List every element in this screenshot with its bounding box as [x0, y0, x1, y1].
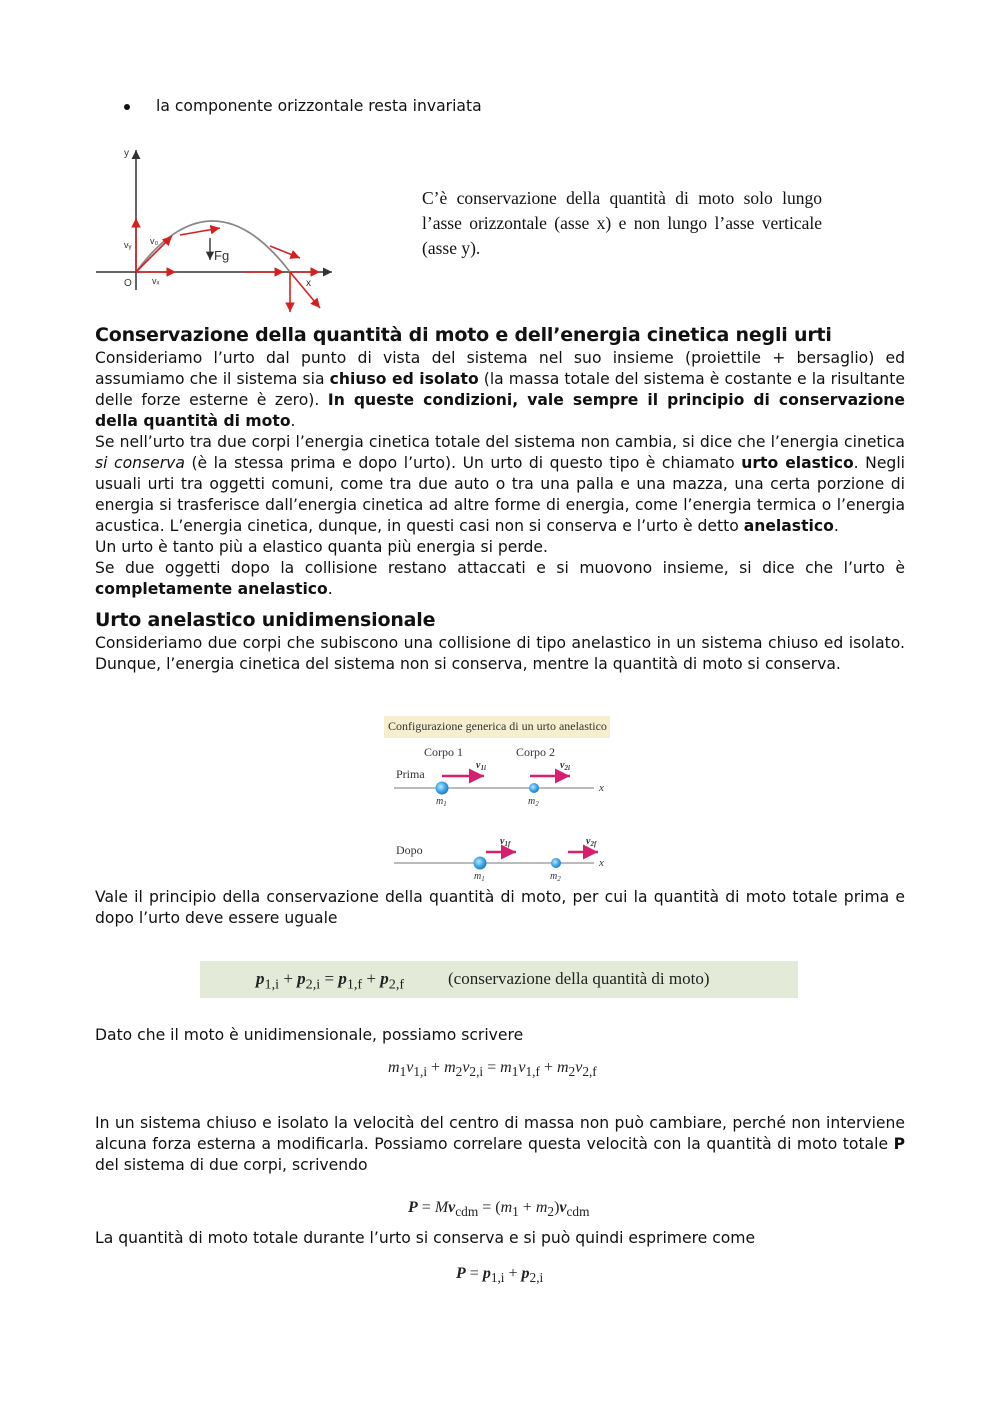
total-momentum-text: La quantità di moto totale durante l’urto si conserva e si può quindi esprimere come	[95, 1229, 756, 1247]
equation4: $P = p_{1,i} + p_{2,i}$	[456, 1265, 544, 1286]
v0-label: v₀	[150, 236, 159, 246]
mid-velocity-arrow	[180, 228, 220, 235]
equation2: $m_1v_{1,i} + m_2v_{2,i} = m_1v_{1,f} + m_2v_{2,f}$	[388, 1059, 597, 1080]
section1-body: Consideriamo l’urto dal punto di vista del sistema nel suo insieme (proiettile + bersaglio) ed assumiamo che il sistema sia chiuso ed isolato (la massa totale del sistema è costante e la risultante delle forze esterne è zero). In queste condizioni, vale sempre il principio di conservazione della quantità di moto. Se nell’urto tra due corpi l’energia cinetica totale del sistema non cambia, si dice che l’energia cinetica si conserva (è la stessa prima e dopo l’urto). Un urto di questo tipo è chiamato urto elastico. Negli usuali urti tra oggetti comuni, come tra due auto o tra una palla e una mazza, una certa porzione di energia si trasferisce dall’energia cinetica ad altre forme di energia, come l’energia termica o l’energia acustica. L’energia cinetica, dunque, in questi casi non si conserva e l’urto è detto anelastico. Un urto è tanto più a elastico quanta più energia si perde. Se due oggetti dopo la collisione restano attaccati e si muovono insieme, si dice che l’urto è completamente anelastico.	[95, 349, 906, 598]
section2-title: Urto anelastico unidimensionale	[95, 609, 436, 631]
svg-text:v1i: $v_{1i}$	[476, 760, 486, 772]
svg-text:v2i: $v_{2i}$	[560, 760, 570, 772]
bullet-text: la componente orizzontale resta invariata	[156, 97, 482, 115]
projectile-diagram	[92, 140, 362, 320]
origin-label: O	[124, 278, 132, 289]
svg-text:m2: $m_2$	[528, 796, 539, 808]
collision-diagram	[384, 740, 614, 885]
unidim-text: Dato che il moto è unidimensionale, possiamo scrivere	[95, 1026, 524, 1044]
principle-text: Vale il principio della conservazione della quantità di moto, per cui la quantità di moto totale prima e dopo l’urto deve essere uguale	[95, 888, 905, 927]
fg-label: Fg	[214, 248, 230, 263]
y-label: y	[124, 148, 129, 159]
equation1-note: (conservazione della quantità di moto)	[448, 969, 710, 988]
ball-m1-before	[436, 782, 449, 795]
prima-label: Prima	[396, 767, 425, 781]
section1-title: Conservazione della quantità di moto e dell’energia cinetica negli urti	[95, 324, 832, 346]
ball-m2-after	[551, 858, 561, 868]
conservation-note: C’è conservazione della quantità di moto solo lungo l’asse orizzontale (asse x) e non lungo l’asse verticale (asse y).	[422, 188, 822, 258]
x-label-before: x	[599, 782, 604, 794]
svg-text:m1: $m_1$	[474, 871, 485, 883]
descending-arrow	[270, 246, 300, 258]
equation3: $P = Mv_{cdm} = (m_1 + m_2)v_{cdm}$	[408, 1199, 590, 1220]
ball-m1-after	[474, 857, 487, 870]
x-label: x	[306, 278, 311, 289]
corpo1-label: Corpo 1	[424, 745, 463, 759]
ball-m2-before	[529, 783, 539, 793]
svg-text:v1f: $v_{1f}$	[500, 836, 511, 848]
corpo2-label: Corpo 2	[516, 745, 555, 759]
svg-text:v2f: $v_{2f}$	[586, 836, 597, 848]
dopo-label: Dopo	[396, 843, 423, 857]
figure-caption: Configurazione generica di un urto anelastico	[388, 719, 607, 733]
svg-text:m2: $m_2$	[550, 871, 561, 883]
x-label-after: x	[599, 857, 604, 869]
cdm-text: In un sistema chiuso e isolato la velocità del centro di massa non può cambiare, perché non interviene alcuna forza esterna a modificarla. Possiamo correlare questa velocità con la quantità di moto totale P del sistema di due corpi, scrivendo	[95, 1114, 905, 1174]
section2-intro: Consideriamo due corpi che subiscono una collisione di tipo anelastico in un sistema chiuso ed isolato. Dunque, l’energia cinetica del sistema non si conserva, mentre la quantità di moto si conserva.	[95, 634, 905, 673]
equation1: $p_{1,i} + p_{2,i} = p_{1,f} + p_{2,f}$	[256, 969, 405, 993]
vx-label: vₓ	[152, 276, 160, 286]
v-arrow-right	[290, 272, 320, 308]
vy-label: vᵧ	[124, 240, 132, 250]
bullet-dot	[124, 104, 130, 110]
svg-text:m1: $m_1$	[436, 796, 447, 808]
